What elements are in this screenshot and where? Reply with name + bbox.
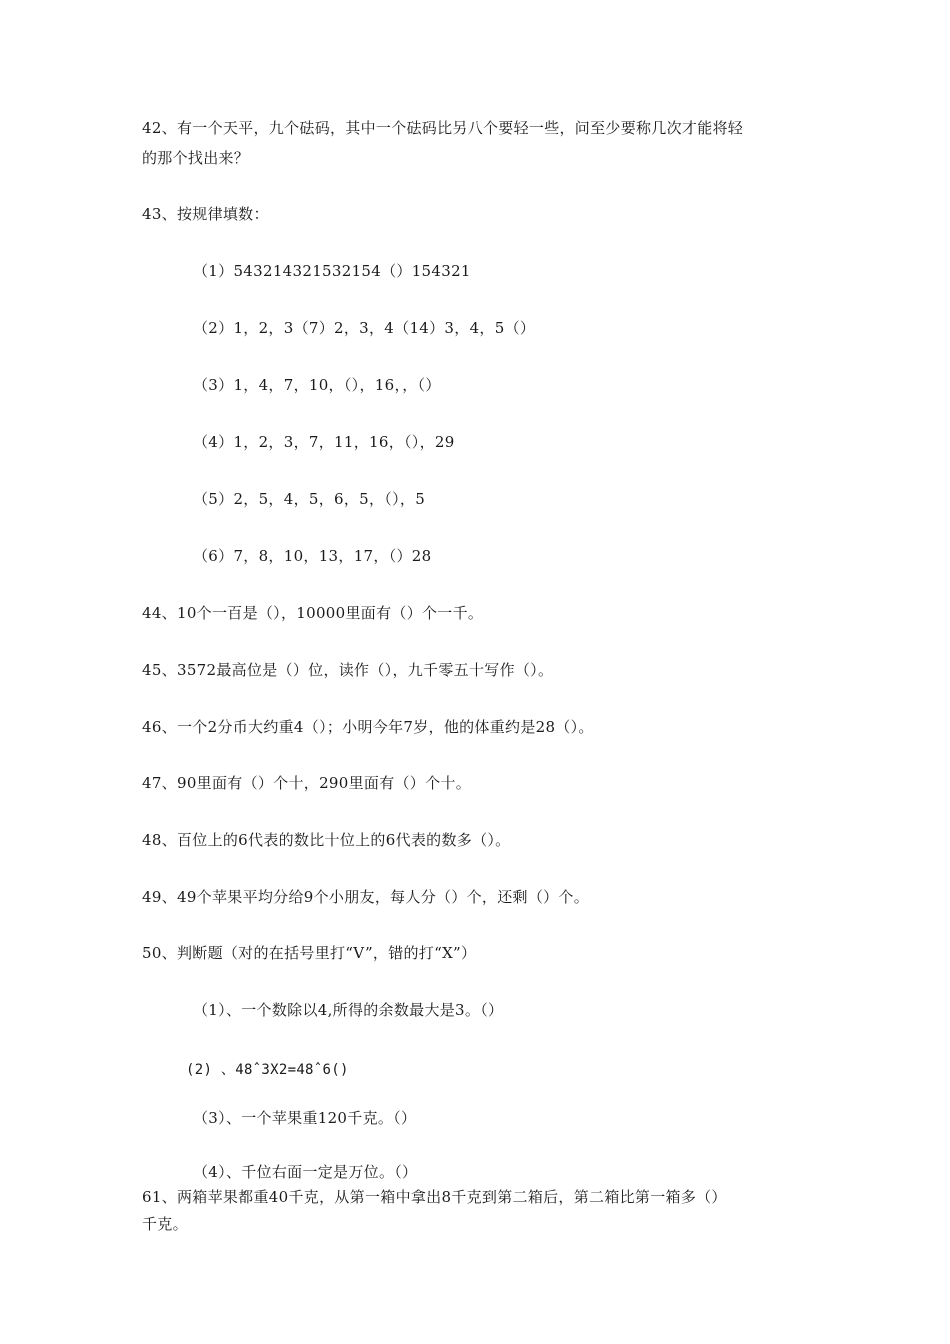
question-43-item-3: （3）1，4，7，10，（），16，，（） <box>193 376 441 394</box>
question-43-item-6: （6）7，8，10，13，17，（）28 <box>193 547 432 565</box>
question-50-item-2: (2) 、48ˆ3X2=48ˆ6() <box>186 1062 349 1078</box>
question-42-line-2: 的那个找出来？ <box>142 149 250 167</box>
question-47: 47、90里面有（）个十，290里面有（）个十。 <box>142 774 472 792</box>
question-61-line-2: 千克。 <box>142 1215 188 1233</box>
question-48: 48、百位上的6代表的数比十位上的6代表的数多（）。 <box>142 831 511 849</box>
question-43-item-1: （1）543214321532154（）154321 <box>193 262 471 280</box>
question-43-title: 43、按规律填数： <box>142 205 269 223</box>
question-43-item-2: （2）1，2，3（7）2，3，4（14）3，4，5（） <box>193 319 536 337</box>
question-43-item-4: （4）1，2，3，7，11，16，（），29 <box>193 433 455 451</box>
question-49: 49、49个苹果平均分给9个小朋友，每人分（）个，还剩（）个。 <box>142 888 590 906</box>
question-45: 45、3572最高位是（）位，读作（），九千零五十写作（）。 <box>142 661 554 679</box>
question-44: 44、10个一百是（），10000里面有（）个一千。 <box>142 604 484 622</box>
question-46: 46、一个2分币大约重4（）；小明今年7岁，他的体重约是28（）。 <box>142 718 594 736</box>
question-50-item-4: （4）、千位右面一定是万位。（） <box>193 1163 418 1181</box>
question-43-item-5: （5）2，5，4，5，6，5，（），5 <box>193 490 426 508</box>
question-50-item-1: （1）、一个数除以4,所得的余数最大是3。（） <box>193 1001 504 1019</box>
question-50-item-3: （3）、一个苹果重120千克。（） <box>193 1109 417 1127</box>
question-61-line-1: 61、两箱苹果都重40千克，从第一箱中拿出8千克到第二箱后，第二箱比第一箱多（） <box>142 1188 727 1206</box>
question-50-title: 50、判断题（对的在括号里打“V”，错的打“X”） <box>142 944 477 962</box>
question-42-line-1: 42、有一个天平，九个砝码，其中一个砝码比另八个要轻一些，问至少要称几次才能将轻 <box>142 119 744 137</box>
